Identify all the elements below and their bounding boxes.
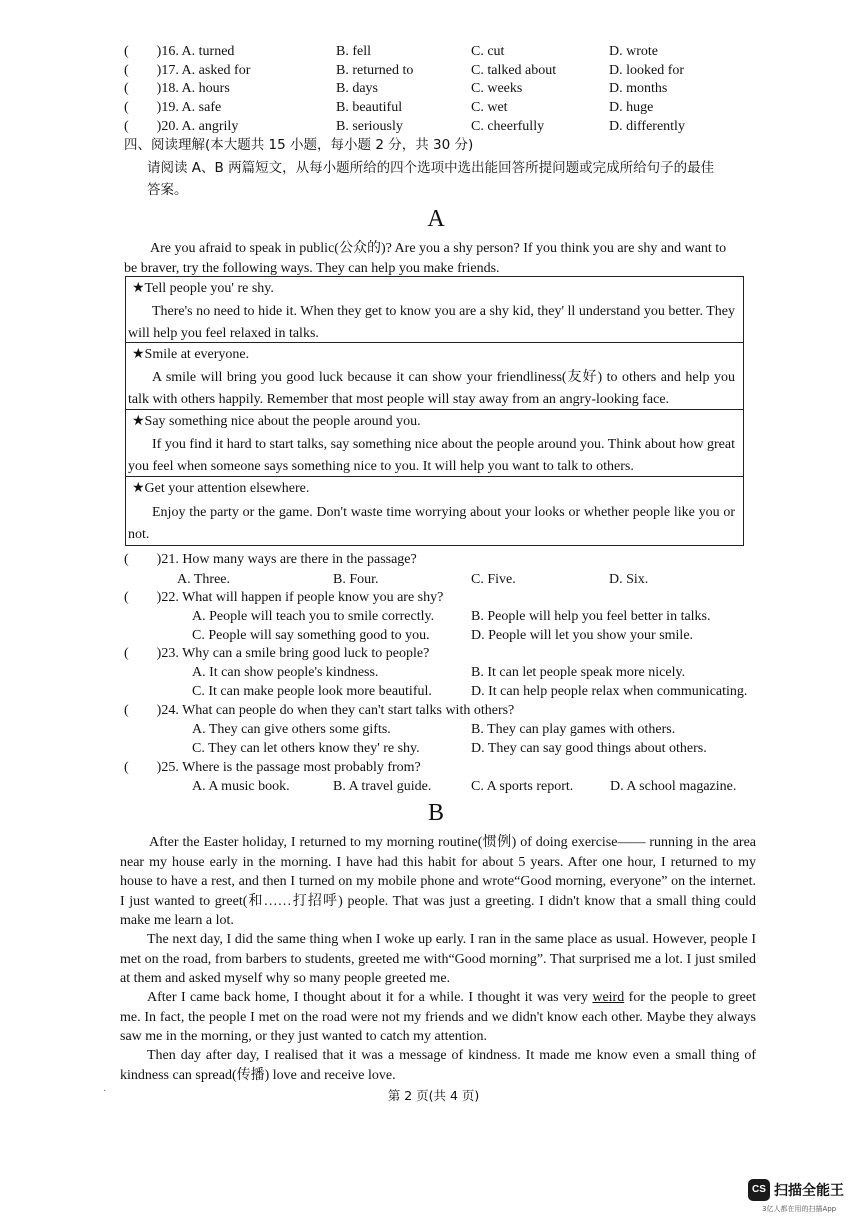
passage-b-label: B	[427, 800, 444, 826]
passage-a-label: A	[427, 206, 445, 232]
option-b: B. A travel guide.	[333, 779, 432, 794]
option-d: D. months	[609, 81, 668, 96]
option-c: C. They can let others know they' re shy.	[192, 741, 420, 756]
question-24: ( )24. What can people do when they can't start talks with others?	[124, 703, 515, 718]
tip-title: ★Tell people you' re shy.	[132, 281, 274, 296]
option-b: B. It can let people speak more nicely.	[471, 665, 686, 680]
passage-a-intro-cont: be braver, try the following ways. They can help you make friends.	[124, 261, 500, 276]
option-d: D. It can help people relax when communicating.	[471, 684, 748, 699]
option-d: D. wrote	[609, 44, 658, 59]
tip-body: There's no need to hide it. When they get to know you are a shy kid, they' ll understand you better. They will help you feel relaxed in talks.	[128, 304, 735, 341]
option-c: C. cheerfully	[471, 119, 545, 134]
option-d: D. huge	[609, 100, 654, 115]
option-c: C. A sports report.	[471, 779, 574, 794]
option-b: B. They can play games with others.	[471, 722, 676, 737]
option-d: D. Six.	[609, 572, 649, 587]
passage-b-paragraph: After the Easter holiday, I returned to my morning routine(惯例) of doing exercise—— running in the area near my house early in the morning. I have had this habit for about 5 years. After one hour, I returned to my house to have a rest, and then I turned on my mobile phone and wrote“Good morning, everyone” on the internet. I just wanted to greet(和……打招呼) people. That was just a greeting. I didn't know that a small thing could make me learn a lot.	[120, 835, 756, 928]
option-b: B. People will help you feel better in talks.	[471, 609, 711, 624]
question-19: ( )19. A. safe	[124, 100, 222, 115]
watermark-tagline: 3亿人都在用的扫描App	[762, 1205, 837, 1213]
tip-row	[126, 410, 743, 477]
option-c: C. wet	[471, 100, 508, 115]
scan-speck: ·	[103, 1086, 107, 1097]
option-a: A. A music book.	[192, 779, 290, 794]
passage-a-intro: Are you afraid to speak in public(公众的)? Are you a shy person? If you think you are shy and want to	[150, 241, 727, 256]
watermark-name: 扫描全能王	[774, 1183, 844, 1199]
option-c: C. It can make people look more beautiful.	[192, 684, 432, 699]
question-18: ( )18. A. hours	[124, 81, 230, 96]
section-heading: 四、阅读理解(本大题共 15 小题，每小题 2 分，共 30 分)	[124, 137, 474, 153]
option-c: C. talked about	[471, 63, 557, 78]
question-20: ( )20. A. angrily	[124, 119, 239, 134]
option-b: B. days	[336, 81, 378, 96]
option-a: A. Three.	[177, 572, 230, 587]
tip-row	[126, 477, 743, 547]
option-d: D. They can say good things about others.	[471, 741, 707, 756]
question-25: ( )25. Where is the passage most probably from?	[124, 760, 421, 775]
option-a: A. People will teach you to smile correctly.	[192, 609, 435, 624]
section-instruction-cont: 答案。	[147, 182, 188, 198]
option-b: B. beautiful	[336, 100, 403, 115]
question-17: ( )17. A. asked for	[124, 63, 251, 78]
option-b: B. Four.	[333, 572, 379, 587]
underlined-word: weird	[592, 990, 625, 1005]
question-23: ( )23. Why can a smile bring good luck to people?	[124, 646, 430, 661]
option-c: C. cut	[471, 44, 505, 59]
tip-body: If you find it hard to start talks, say something nice about the people around you. Think about how great you feel when someone says something nice to you. It will help you want to talk to others.	[128, 437, 735, 474]
question-21: ( )21. How many ways are there in the passage?	[124, 552, 417, 567]
option-d: D. looked for	[609, 63, 685, 78]
option-d: D. A school magazine.	[610, 779, 737, 794]
option-a: A. They can give others some gifts.	[192, 722, 391, 737]
passage-b-paragraph	[120, 988, 756, 1047]
paragraph-text: for the people to greet me. In fact, the people I met on the road were not my friends and we didn't know each other. Maybe they always saw me in the morning, or they just wanted to catch my attention.	[120, 990, 756, 1044]
tip-row	[126, 343, 743, 410]
option-c: C. Five.	[471, 572, 516, 587]
page-footer: 第 2 页(共 4 页)	[387, 1088, 480, 1103]
tips-table	[125, 276, 744, 546]
option-d: D. People will let you show your smile.	[471, 628, 694, 643]
option-b: B. seriously	[336, 119, 403, 134]
tip-title: ★Smile at everyone.	[132, 347, 250, 362]
section-instruction: 请阅读 A、B 两篇短文，从每小题所给的四个选项中选出能回答所提问题或完成所给句子的最佳	[147, 160, 715, 176]
tip-body: A smile will bring you good luck because it can show your friendliness(友好) to others and help you talk with others happily. Remember that most people will stay away from an angry-looking face.	[128, 370, 735, 407]
option-b: B. fell	[336, 44, 371, 59]
option-b: B. returned to	[336, 63, 414, 78]
option-d: D. differently	[609, 119, 685, 134]
option-a: A. It can show people's kindness.	[192, 665, 379, 680]
question-22: ( )22. What will happen if people know you are shy?	[124, 590, 444, 605]
option-c: C. weeks	[471, 81, 523, 96]
tip-title: ★Say something nice about the people around you.	[132, 414, 421, 429]
camscanner-logo-icon: CS	[748, 1179, 770, 1201]
paragraph-text: After I came back home, I thought about it for a while. I thought it was very	[147, 990, 593, 1005]
passage-b-paragraph: The next day, I did the same thing when I woke up early. I ran in the same place as usual. However, people I met on the road, from barbers to students, greeted me with“Good morning”. That surprised me a lot. I just smiled at them and asked myself why so many people greeted me.	[120, 932, 756, 986]
tip-body: Enjoy the party or the game. Don't waste time worrying about your looks or whether people like you or not.	[128, 505, 735, 542]
question-16: ( )16. A. turned	[124, 44, 235, 59]
passage-b-paragraph: Then day after day, I realised that it was a message of kindness. It made me know even a small thing of kindness can spread(传播) love and receive love.	[120, 1048, 756, 1083]
tip-row	[126, 277, 743, 343]
option-c: C. People will say something good to you.	[192, 628, 430, 643]
tip-title: ★Get your attention elsewhere.	[132, 481, 310, 496]
